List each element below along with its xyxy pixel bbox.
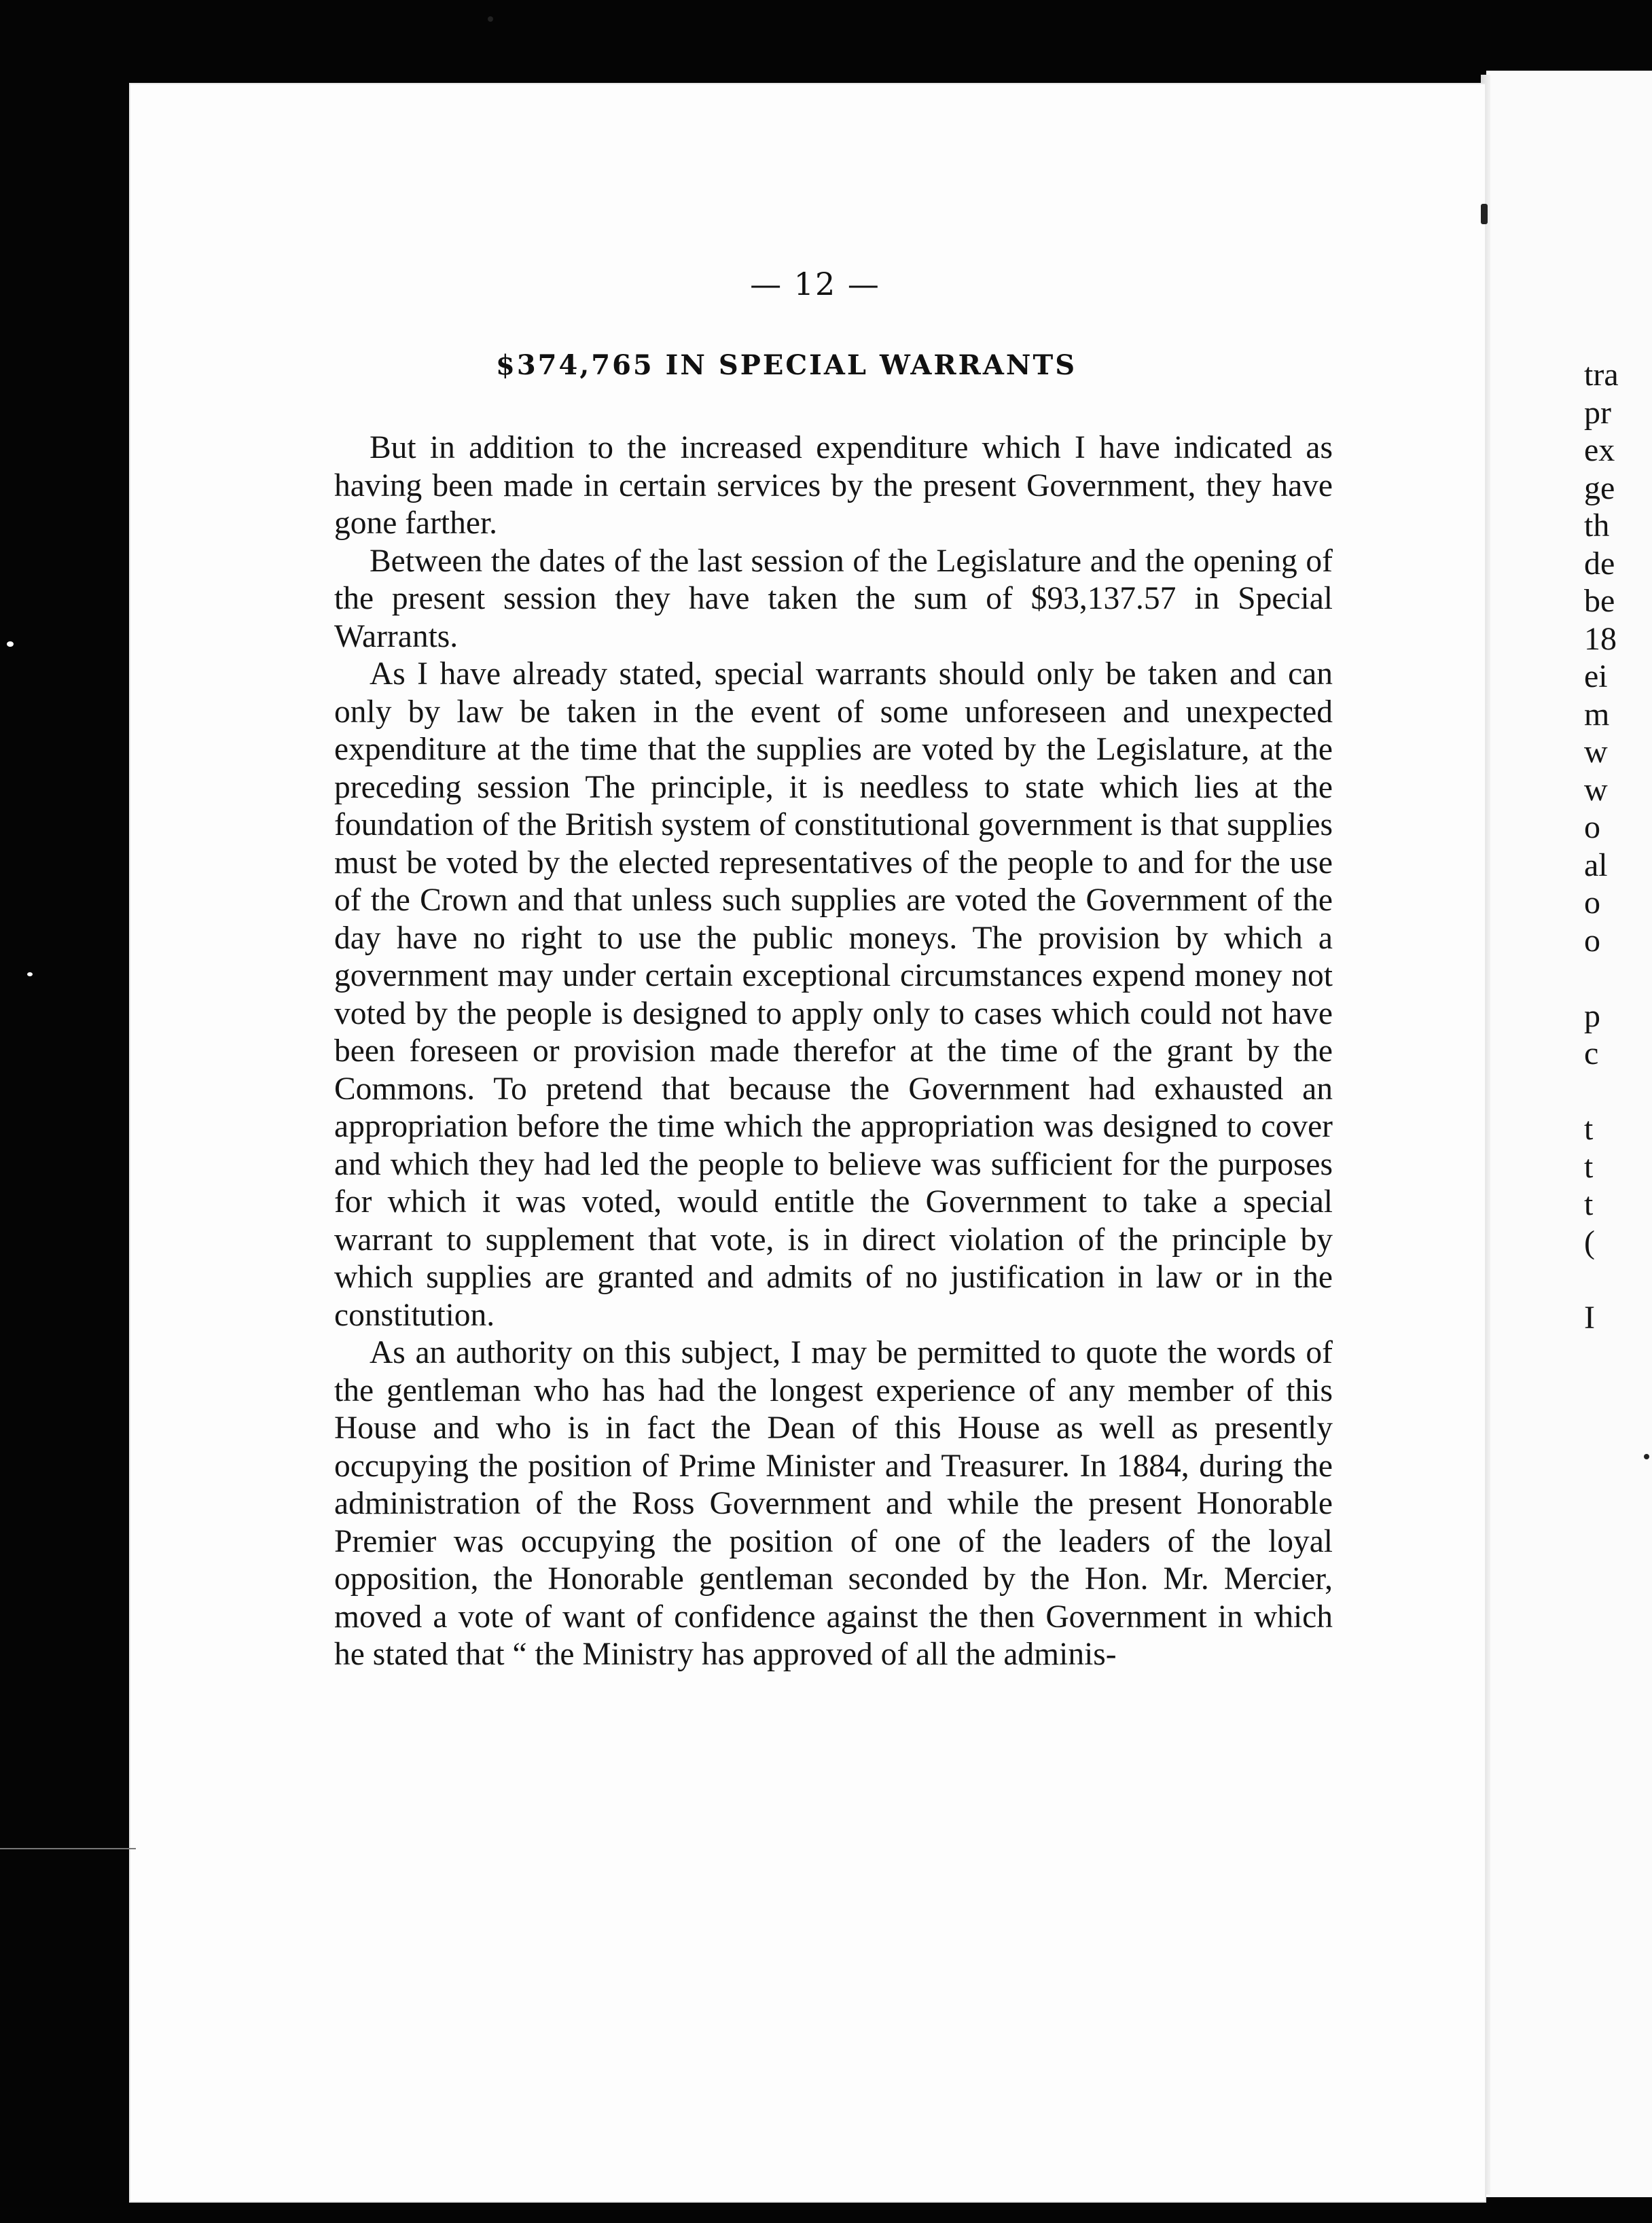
facing-page-fragment: (: [1584, 1224, 1595, 1260]
facing-page-fragment: al: [1584, 847, 1608, 883]
facing-page-fragment: [1584, 959, 1652, 997]
scan-speck: [488, 16, 493, 22]
facing-page-fragment: w: [1584, 734, 1608, 770]
facing-page-fragment: ex: [1584, 432, 1615, 468]
facing-page-fragment: t: [1584, 1186, 1594, 1222]
page-number: — 12 —: [750, 266, 880, 302]
facing-page-fragment: o: [1584, 922, 1600, 959]
facing-page-fragment: c: [1584, 1035, 1599, 1071]
facing-page-fragment: o: [1584, 885, 1600, 921]
paragraph: Between the dates of the last session of the Legislature and the opening of the present session they have taken the sum of $93,137.57 in Special Warrants.: [334, 543, 1333, 654]
facing-page-fragment: p: [1584, 997, 1600, 1034]
facing-page-fragment: be: [1584, 583, 1615, 619]
facing-page-fragment: ei: [1584, 658, 1608, 694]
scan-speck: [27, 972, 33, 976]
facing-page-fragment: pr: [1584, 394, 1611, 431]
body-text: [334, 429, 1333, 1674]
facing-page-fragment: ge: [1584, 469, 1615, 506]
facing-page-fragment: w: [1584, 771, 1608, 808]
facing-page-fragment: th: [1584, 508, 1610, 544]
facing-page-fragment: o: [1584, 809, 1600, 845]
paragraph: As an authority on this subject, I may be permitted to quote the words of the gentleman who has had the longest experience of any member of this House and who is in fact the Dean of this House as well as presently occupying the position of Prime Minister and Treasurer. In 1884, during the administration of the Ross Government and while the present Honorable Premier was occupying the position of one of the leaders of the loyal opposition, the Honorable gentleman seconded by the Hon. Mr. Mercier, moved a vote of want of confidence against the then Government in which he stated that “ the Ministry has approved of all the adminis-: [334, 1335, 1333, 1672]
scan-speck: [7, 641, 14, 647]
paragraph: As I have already stated, special warrants should only be taken and can only by law be taken in the event of some unforeseen and unexpected expenditure at the time that the supplies are voted by the Legislature, at the preceding session The principle, it is needless to state which lies at the foundation of the British system of constitutional government is that supplies must be voted by the elected representatives of the people to and for the use of the Crown and that unless such supplies are voted the Government of the day have no right to use the public moneys. The provision by which a government may under certain exceptional circumstances expend money not voted by the people is designed to apply only to cases which could not have been foreseen or provision made therefor at the time of the grant by the Commons. To pretend that because the Government had exhausted an appropriation before the time which the appropriation was designed to cover and which they had led the people to believe was sufficient for the purposes for which it was voted, would entitle the Government to take a special warrant to supplement that vote, is in direct violation of the principle by which supplies are granted and admits of no justification in law or in the constitution.: [334, 656, 1333, 1333]
facing-page-fragment: m: [1584, 696, 1610, 732]
facing-page-fragment: [1584, 1261, 1652, 1299]
facing-page-fragment: t: [1584, 1111, 1594, 1147]
scan-speck: [1644, 1454, 1649, 1459]
facing-page-fragment: de: [1584, 545, 1615, 582]
facing-page-fragment: [1584, 1073, 1652, 1111]
facing-page-text-fragments: [1584, 356, 1652, 1336]
scan-speck: [1481, 204, 1488, 224]
facing-page-fragment: t: [1584, 1148, 1594, 1185]
paragraph: But in addition to the increased expenditure which I have indicated as having been made in certain services by the present Government, they have gone farther.: [334, 430, 1333, 541]
facing-page-fragment: tra: [1584, 357, 1619, 393]
edge-mark: [0, 1848, 136, 1849]
facing-page-fragment: I: [1584, 1299, 1595, 1336]
facing-page-fragment: 18: [1584, 620, 1617, 657]
section-heading: $374,765 IN SPECIAL WARRANTS: [496, 349, 1077, 381]
